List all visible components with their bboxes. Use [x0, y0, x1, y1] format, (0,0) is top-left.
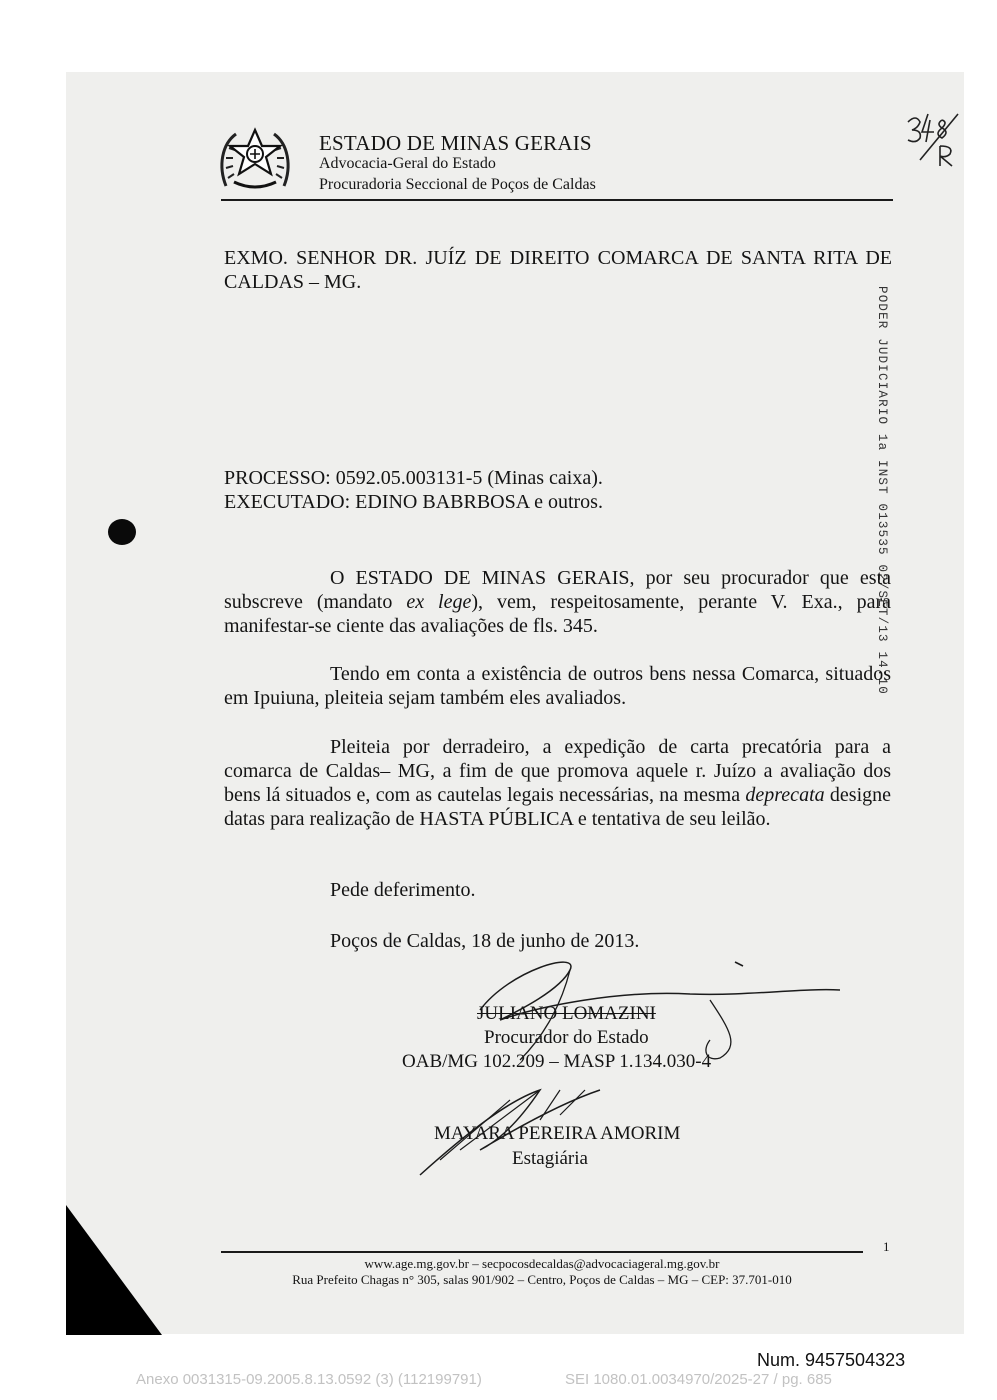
intern-role: Estagiária — [512, 1148, 588, 1169]
footer-contact: www.age.mg.gov.br – secpocosdecaldas@advocaciageral.mg.gov.br — [364, 1256, 720, 1271]
signatory-role: Procurador do Estado — [484, 1027, 649, 1048]
body-paragraph: O ESTADO DE MINAS GERAIS, por seu procurador que esta subscreve (mandato ex lege), vem, respeitosamente, perante V. Exa., para manifestar-se ciente das avaliações de fls. 345. — [224, 567, 891, 637]
footer-divider — [221, 1251, 863, 1253]
document-number: Num. 9457504323 — [757, 1350, 906, 1370]
signatory-registration: OAB/MG 102.209 – MASP 1.134.030-4 — [402, 1051, 712, 1072]
handwritten-signature — [410, 950, 840, 1190]
scan-corner-shadow — [66, 1205, 162, 1335]
intern-name: MAYARA PEREIRA AMORIM — [434, 1123, 681, 1144]
letterhead-title: ESTADO DE MINAS GERAIS — [319, 131, 592, 155]
letterhead-subtitle: Advocacia-Geral do Estado — [319, 155, 496, 172]
state-coat-of-arms-icon — [218, 126, 292, 192]
process-number: PROCESSO: 0592.05.003131-5 (Minas caixa). — [224, 467, 603, 489]
footer-address: Rua Prefeito Chagas n° 305, salas 901/902 – Centro, Poços de Caldas – MG – CEP: 37.701-010 — [292, 1272, 792, 1287]
body-paragraph: Pleiteia por derradeiro, a expedição de carta precatória para a comarca de Caldas– MG, a fim de que promova aquele r. Juízo a avaliação dos bens lá situados e, com as cautelas legais necessárias, na mesma deprecata designe datas para realização de HASTA PÚBLICA e tentativa de seu leilão. — [224, 736, 892, 830]
ink-blot — [108, 519, 136, 545]
court-receipt-stamp: PODER JUDICIARIO 1a INST 013535 02/SET/13 14:10 — [875, 286, 889, 695]
body-paragraph: Tendo em conta a existência de outros bens nessa Comarca, situados em Ipuiuna, pleiteia sejam também eles avaliados. — [224, 663, 891, 709]
page-number: 1 — [883, 1239, 890, 1254]
addressee: EXMO. SENHOR DR. JUÍZ DE DIREITO COMARCA DE SANTA RITA DE CALDAS – MG. — [224, 247, 892, 293]
letterhead-subtitle: Procuradoria Seccional de Poços de Caldas — [319, 176, 596, 193]
sei-reference: SEI 1080.01.0034970/2025-27 / pg. 685 — [565, 1371, 832, 1388]
handwritten-folio-mark — [902, 110, 972, 170]
place-and-date: Poços de Caldas, 18 de junho de 2013. — [330, 930, 640, 952]
letterhead-divider — [221, 199, 893, 201]
executed-party: EXECUTADO: EDINO BABRBOSA e outros. — [224, 491, 603, 513]
annex-reference: Anexo 0031315-09.2005.8.13.0592 (3) (112199791) — [136, 1371, 482, 1388]
signatory-name: JULIANO LOMAZINI — [477, 1003, 656, 1024]
closing-request: Pede deferimento. — [330, 879, 476, 901]
